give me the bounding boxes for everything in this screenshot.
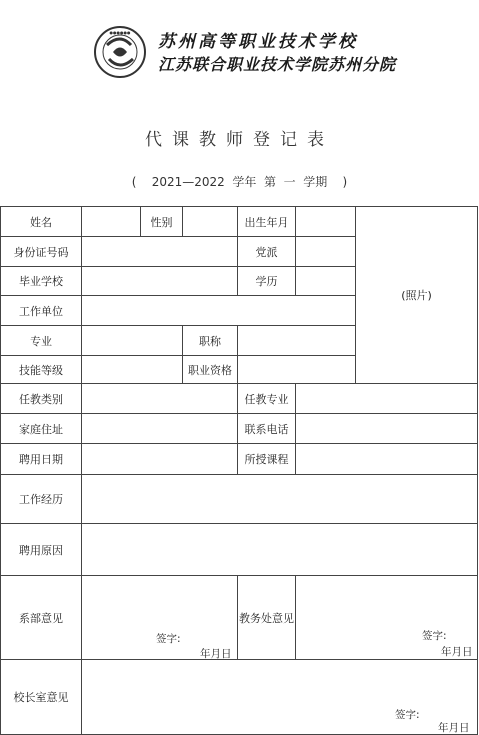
school-name: 苏州高等职业技术学校: [158, 32, 358, 52]
courses-label: 所授课程: [237, 443, 296, 475]
principal-opinion-field[interactable]: [81, 659, 478, 735]
id-number-label: 身份证号码: [0, 236, 82, 267]
id-number-field[interactable]: [81, 236, 238, 267]
major-field[interactable]: [81, 325, 183, 356]
phone-field[interactable]: [295, 413, 478, 444]
teaching-major-field[interactable]: [295, 383, 478, 414]
title-field[interactable]: [237, 325, 356, 356]
hire-date-label: 聘用日期: [0, 443, 82, 475]
education-field[interactable]: [295, 266, 356, 296]
qualification-field[interactable]: [237, 355, 356, 384]
education-label: 学历: [237, 266, 296, 296]
document-header: [0, 0, 479, 80]
teaching-major-label: 任教专业: [237, 383, 296, 414]
name-label: 姓名: [0, 206, 82, 237]
registration-form: [0, 206, 478, 735]
phone-label: 联系电话: [237, 413, 296, 444]
major-label: 专业: [0, 325, 82, 356]
dept-date-label: 年月日: [200, 648, 232, 660]
dept-signature-label: 签字:: [156, 633, 181, 645]
gender-label: 性别: [140, 206, 183, 237]
school-subname: 江苏联合职业技术学院苏州分院: [158, 55, 397, 74]
work-experience-field[interactable]: [81, 474, 478, 524]
term-line: ( 2021—2022 学年 第 一 学期 ): [131, 175, 348, 189]
skill-level-field[interactable]: [81, 355, 183, 384]
work-unit-field[interactable]: [81, 295, 356, 326]
photo-box[interactable]: (照片): [355, 206, 478, 384]
address-label: 家庭住址: [0, 413, 82, 444]
school-label: 毕业学校: [0, 266, 82, 296]
work-experience-label: 工作经历: [0, 474, 82, 524]
principal-signature-label: 签字:: [395, 709, 420, 721]
courses-field[interactable]: [295, 443, 478, 475]
teaching-category-label: 任教类别: [0, 383, 82, 414]
svg-text:●●●●●●: ●●●●●●: [109, 30, 131, 35]
skill-level-label: 技能等级: [0, 355, 82, 384]
party-field[interactable]: [295, 236, 356, 267]
name-field[interactable]: [81, 206, 141, 237]
title-label: 职称: [182, 325, 238, 356]
page-title: 代课教师登记表: [145, 130, 334, 150]
office-date-label: 年月日: [441, 646, 473, 658]
work-unit-label: 工作单位: [0, 295, 82, 326]
party-label: 党派: [237, 236, 296, 267]
address-field[interactable]: [81, 413, 238, 444]
birth-field[interactable]: [295, 206, 356, 237]
office-signature-label: 签字:: [422, 630, 447, 642]
qualification-label: 职业资格: [182, 355, 238, 384]
gender-field[interactable]: [182, 206, 238, 237]
academic-office-opinion-label: 教务处意见: [237, 575, 296, 660]
hire-date-field[interactable]: [81, 443, 238, 475]
hire-reason-label: 聘用原因: [0, 523, 82, 576]
school-field[interactable]: [81, 266, 238, 296]
principal-opinion-label: 校长室意见: [0, 659, 82, 735]
school-logo-icon: [93, 25, 147, 79]
teaching-category-field[interactable]: [81, 383, 238, 414]
dept-opinion-label: 系部意见: [0, 575, 82, 660]
hire-reason-field[interactable]: [81, 523, 478, 576]
birth-label: 出生年月: [237, 206, 296, 237]
principal-date-label: 年月日: [438, 722, 470, 734]
